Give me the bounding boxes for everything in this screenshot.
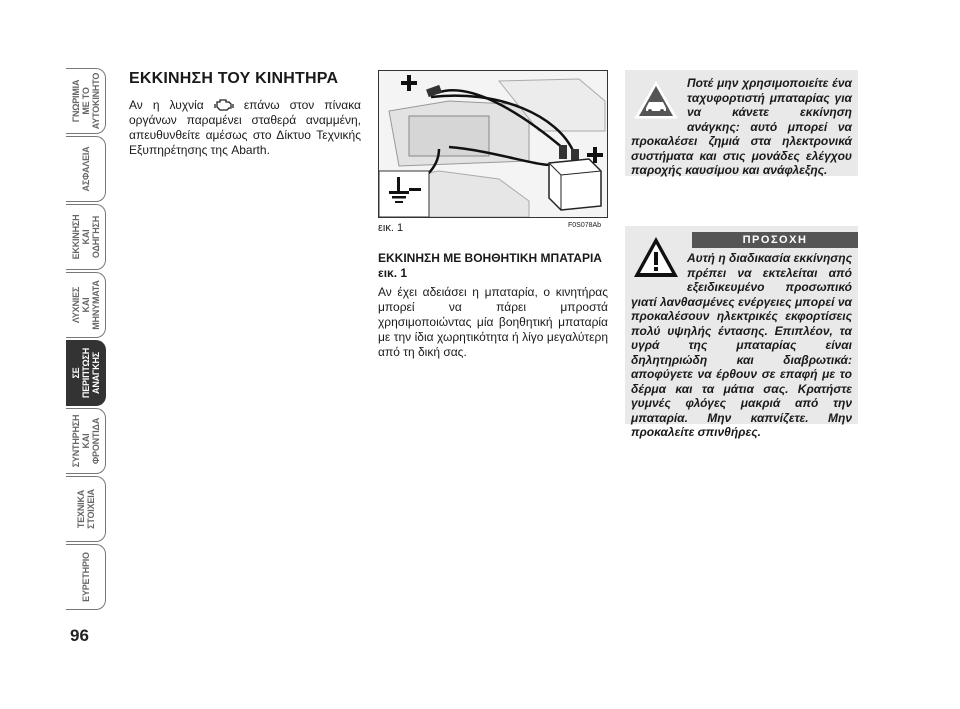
tab-label: ΕΚΚΙΝΗΣΗ ΚΑΙ ΟΔΗΓΗΣΗ (70, 214, 101, 260)
jump-start-figure (378, 70, 608, 218)
note-text: Ποτέ μην χρησιμοποιείτε ένα ταχυφορτιστή μπαταρίας για να κάνετε εκκίνηση ανάγκης: αυτό μπορεί να προκαλέσει ζημιά στα ηλεκτρονικά συστήματα και στις μονάδες ελέγχου παροχής καυσίμου και ανάφλεξης. (631, 76, 852, 177)
page-number: 96 (70, 626, 89, 645)
tab-safety[interactable] (66, 136, 106, 202)
subsection-title: ΕΚΚΙΝΗΣΗ ΜΕ ΒΟΗΘΗΤΙΚΗ ΜΠΑΤΑΡΙΑ εικ. 1 (378, 251, 602, 280)
warning-text: Αυτή η διαδικασία εκκίνησης πρέπει να εκτελείται από εξειδικευμένο προσωπικό γιατί λανθασμένες ενέργειες μπορεί να προκαλέσουν ηλεκτρικές εκφορτίσεις πολύ υψηλής έντασης. Επιπλέον, τα υγρά της μπαταρίας είναι δηλητηριώδη και διαβρωτικά: αποφύγετε να έρθουν σε επαφή με το δέρμα και τα μάτια σας. Κρατήστε γυμνές φλόγες μακριά από την μπαταρία. Μην καπνίζετε. Μην προκαλείτε σπινθήρες. (631, 251, 852, 439)
tab-technical-data[interactable] (66, 476, 106, 542)
paragraph-start: Αν η λυχνία (129, 98, 204, 112)
tab-label: ΣΕ ΠΕΡΙΠΤΩΣΗ ΑΝΑΓΚΗΣ (70, 347, 101, 399)
tab-starting-driving[interactable] (66, 204, 106, 270)
tab-label: ΤΕΧΝΙΚΑ ΣΤΟΙΧΕΙΑ (75, 489, 96, 529)
tab-label: ΣΥΝΤΗΡΗΣΗ ΚΑΙ ΦΡΟΝΤΙΔΑ (70, 414, 101, 468)
tab-label: ΓΝΩΡΙΜΙΑ ΜΕ ΤΟ ΑΥΤΟΚΙΝΗΤΟ (70, 72, 101, 130)
tab-emergency[interactable] (66, 340, 106, 406)
tab-maintenance[interactable] (66, 408, 106, 474)
tab-lamps-messages[interactable] (66, 272, 106, 338)
figure-caption: εικ. 1 (378, 222, 404, 234)
section-paragraph (129, 98, 361, 158)
second-column (378, 251, 608, 360)
tab-index[interactable] (66, 544, 106, 610)
main-column (129, 70, 361, 158)
tab-getting-to-know[interactable] (66, 68, 106, 134)
subsection-paragraph: Αν έχει αδειάσει η μπαταρία, ο κινητήρας μπορεί να πάρει μπροστά χρησιμοποιώντας μία βοηθητική μπαταρία με την ίδια χωρητικότητα ή λίγο μεγαλύτερη από τη δική σας. (378, 285, 608, 359)
note-box (625, 70, 858, 176)
warning-badge: ΠΡΟΣΟΧΗ (692, 232, 858, 248)
tab-label: ΛΥΧΝΙΕΣ ΚΑΙ ΜΗΝΥΜΑΤΑ (70, 280, 101, 330)
engine-check-lamp-icon (214, 98, 234, 112)
paragraph-end: επάνω στον πίνακα οργάνων παραμένει σταθερά αναμμένη, απευθυνθείτε αμέσως στο Δίκτυο Τεχνικής Εξυπηρέτησης της Abarth. (129, 98, 361, 157)
triangle-warning-icon (633, 235, 679, 279)
jump-start-illustration (379, 71, 607, 217)
tab-label: ΕΥΡΕΤΗΡΙΟ (80, 552, 91, 602)
car-warning-icon (633, 80, 679, 120)
figure-code: F0S078Ab (568, 222, 602, 229)
warning-box (625, 226, 858, 439)
section-title: ΕΚΚΙΝΗΣΗ ΤΟΥ ΚΙΝΗΤΗΡΑ (129, 70, 339, 87)
tab-label: ΑΣΦΑΛΕΙΑ (80, 146, 91, 192)
